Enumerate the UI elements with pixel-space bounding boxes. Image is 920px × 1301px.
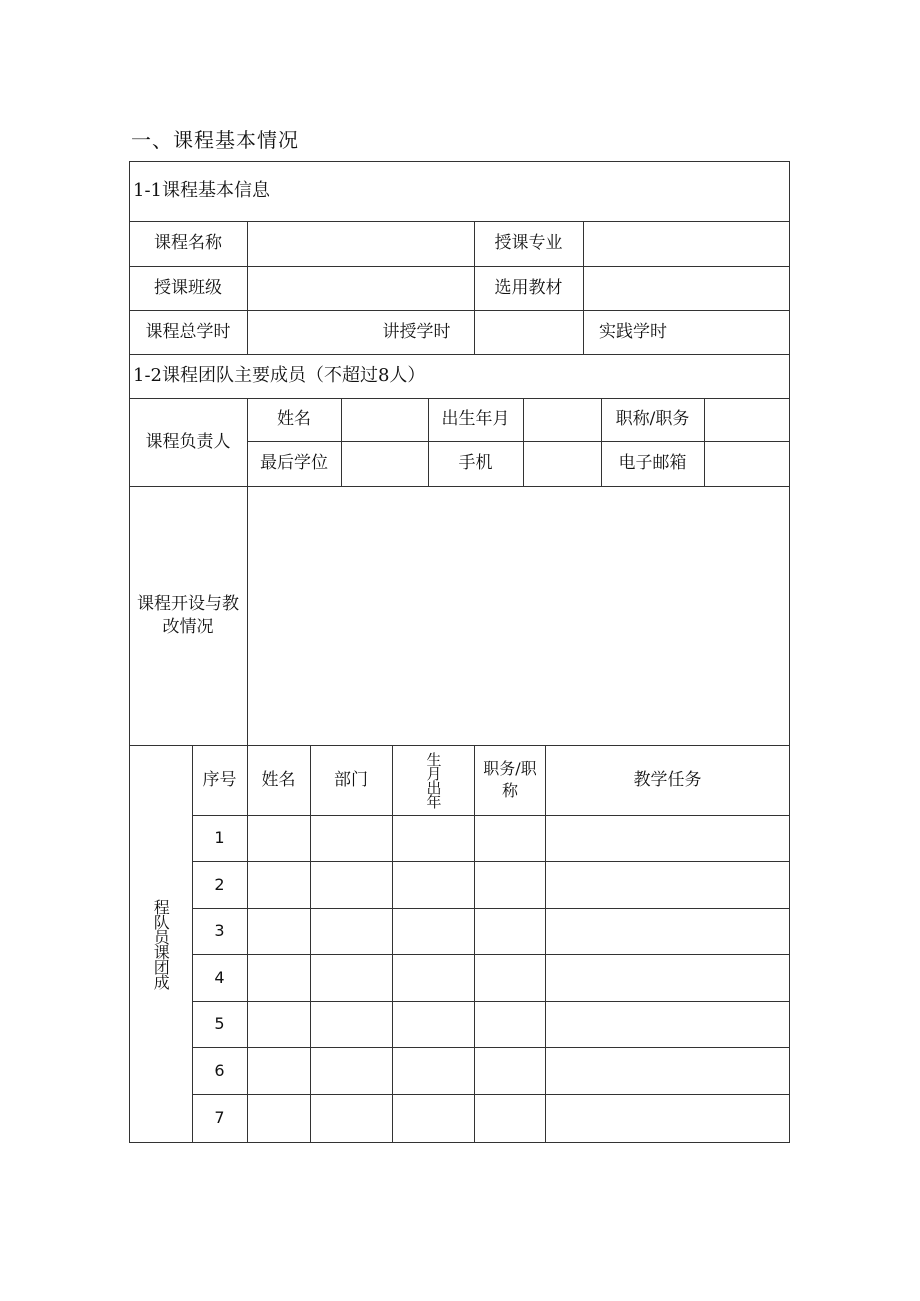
textbook-field[interactable] bbox=[584, 267, 789, 310]
leader-label: 课程负责人 bbox=[145, 431, 231, 452]
header-task: 教学任务 bbox=[633, 769, 702, 790]
textbook-label: 选用教材 bbox=[494, 277, 563, 298]
total-hours-label: 课程总学时 bbox=[145, 321, 231, 342]
row-number: 7 bbox=[214, 1108, 225, 1128]
course-dev-field[interactable] bbox=[248, 487, 789, 745]
class-label: 授课班级 bbox=[154, 277, 222, 298]
leader-degree-label: 最后学位 bbox=[260, 453, 328, 474]
row-number: 4 bbox=[214, 967, 225, 987]
leader-name-label: 姓名 bbox=[277, 409, 311, 430]
table-row[interactable] bbox=[248, 1095, 789, 1142]
border-right bbox=[789, 161, 790, 1143]
section-heading: 一、课程基本情况 bbox=[131, 128, 299, 152]
header-dept: 部门 bbox=[334, 769, 368, 790]
major-label: 授课专业 bbox=[494, 233, 563, 254]
border-bottom bbox=[129, 1142, 790, 1143]
header-seq: 序号 bbox=[202, 769, 237, 790]
course-info-table bbox=[129, 161, 790, 1143]
table-row[interactable] bbox=[248, 816, 789, 861]
leader-phone-field[interactable] bbox=[524, 442, 601, 486]
major-field[interactable] bbox=[584, 222, 789, 266]
table-row[interactable] bbox=[248, 1048, 789, 1094]
basic-info-title: 1-1课程基本信息 bbox=[133, 179, 270, 201]
leader-email-label: 电子邮箱 bbox=[618, 453, 687, 474]
leader-birth-field[interactable] bbox=[524, 399, 601, 441]
row-number: 1 bbox=[214, 828, 225, 848]
leader-name-field[interactable] bbox=[342, 399, 428, 441]
leader-degree-field[interactable] bbox=[342, 442, 428, 486]
table-row[interactable] bbox=[248, 1002, 789, 1047]
table-row[interactable] bbox=[248, 909, 789, 954]
team-members-title: 1-2课程团队主要成员（不超过8人） bbox=[133, 364, 426, 386]
leader-email-field[interactable] bbox=[705, 442, 789, 486]
header-birth: 生月出年 bbox=[424, 752, 443, 808]
practice-hours-label: 实践学时 bbox=[599, 321, 667, 342]
leader-title-field[interactable] bbox=[705, 399, 789, 441]
row-number: 3 bbox=[214, 921, 225, 941]
row-number: 6 bbox=[214, 1060, 225, 1080]
header-title: 职务/职称 bbox=[483, 759, 537, 800]
leader-title-label: 职称/职务 bbox=[615, 409, 690, 430]
course-dev-label: 课程开设与教改情况 bbox=[137, 593, 239, 637]
header-name: 姓名 bbox=[261, 769, 296, 790]
table-row[interactable] bbox=[248, 955, 789, 1001]
leader-phone-label: 手机 bbox=[458, 453, 493, 474]
row-number: 2 bbox=[214, 874, 225, 894]
lecture-hours-label: 讲授学时 bbox=[382, 321, 451, 342]
leader-birth-label: 出生年月 bbox=[441, 409, 510, 430]
member-table-side-label: 程队员课团成 bbox=[151, 899, 171, 989]
table-row[interactable] bbox=[248, 862, 789, 908]
course-name-field[interactable] bbox=[248, 222, 474, 266]
class-field[interactable] bbox=[248, 267, 474, 310]
course-name-label: 课程名称 bbox=[154, 233, 222, 254]
row-number: 5 bbox=[214, 1014, 225, 1034]
